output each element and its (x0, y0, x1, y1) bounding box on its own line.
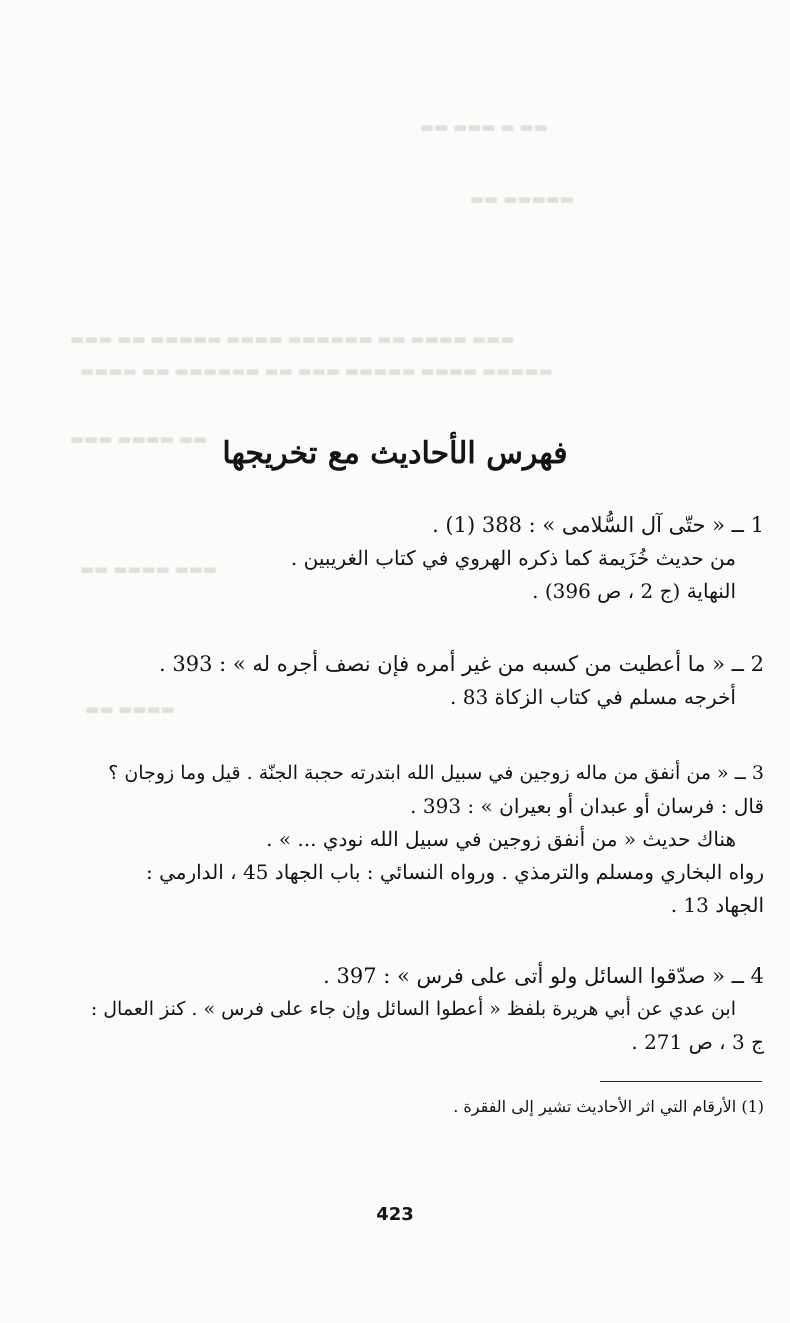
entry-line: 3 ــ « من أنفق من ماله زوجين في سبيل الله ابتدرته حجبة الجنّة . قيل وما زوجان ؟ (108, 762, 764, 784)
entry-line: النهاية (ج 2 ، ص 396) . (532, 579, 736, 603)
bleed-through: ▬▬ ▬ ▬▬▬ ▬▬ (420, 118, 548, 136)
bleed-through: ▬▬▬ ▬▬▬▬ ▬▬ ▬▬▬▬▬▬ ▬▬▬▬ ▬▬▬▬▬ ▬▬ ▬▬▬ (70, 330, 515, 348)
entry-line: قال : فرسان أو عبدان أو بعيران » : 393 . (410, 794, 764, 818)
index-heading: فهرس الأحاديث مع تخريجها (222, 436, 568, 471)
entry-line: من حديث خُزَيمة كما ذكره الهروي في كتاب الغريبين . (290, 546, 736, 570)
entry-line: 4 ــ « صدّقوا السائل ولو أتى على فرس » : 397 . (323, 964, 764, 988)
entry-line: 2 ــ « ما أعطيت من كسبه من غير أمره فإن نصف أجره له » : 393 . (159, 652, 764, 676)
bleed-through: ▬▬ ▬▬▬▬ ▬▬▬ (70, 430, 208, 448)
page-number: 423 (376, 1204, 414, 1225)
entry-line: رواه البخاري ومسلم والترمذي . ورواه النسائي : باب الجهاد 45 ، الدارمي : (145, 860, 764, 884)
entry-line: أخرجه مسلم في كتاب الزكاة 83 . (450, 685, 736, 709)
bleed-through: ▬▬▬ ▬▬▬▬ ▬▬ (80, 560, 218, 578)
bleed-through: ▬▬▬▬▬ ▬▬▬▬ ▬▬▬▬▬ ▬▬▬ ▬▬ ▬▬▬▬▬▬ ▬▬ ▬▬▬▬ (80, 362, 553, 380)
footnote: (1) الأرقام التي اثر الأحاديث تشير إلى الفقرة . (453, 1097, 764, 1116)
entry-line: 1 ــ « حتّى آل السُّلامى » : 388 (1) . (432, 513, 764, 537)
entry-line: هناك حديث « من أنفق زوجين في سبيل الله نودي ... » . (266, 827, 736, 851)
bleed-through: ▬▬▬▬▬ ▬▬ (470, 190, 574, 208)
footnote-separator (600, 1081, 762, 1082)
entry-line: الجهاد 13 . (670, 893, 764, 917)
bleed-through: ▬▬▬▬ ▬▬ (85, 700, 175, 718)
hadith-entry-3 (96, 757, 764, 922)
entry-line: ابن عدي عن أبي هريرة بلفظ « أعطوا السائل وإن جاء على فرس » . كنز العمال : (90, 998, 736, 1020)
entry-line: ج 3 ، ص 271 . (631, 1030, 764, 1054)
hadith-entry-4 (90, 960, 764, 1059)
hadith-entry-1 (96, 509, 764, 608)
hadith-entry-2 (96, 648, 764, 714)
